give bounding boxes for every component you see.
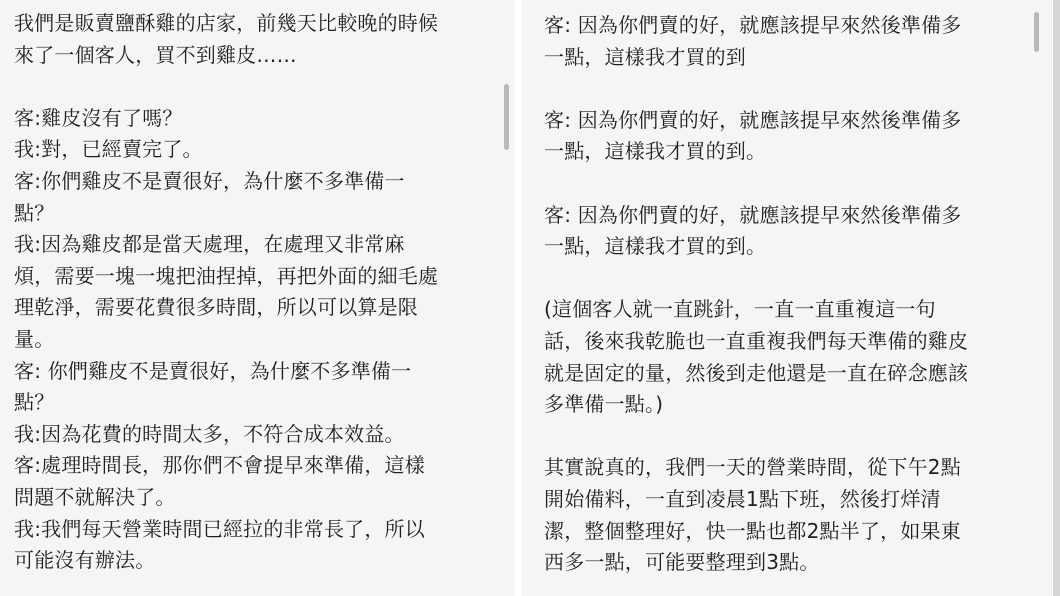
text-line: 量。	[14, 326, 55, 351]
text-line: 就是固定的量，然後到走他還是一直在碎念應該	[544, 360, 969, 385]
text-line: 客:你們雞皮不是賣很好，為什麼不多準備一	[14, 168, 405, 193]
text-line: 煩，需要一塊一塊把油捏掉，再把外面的細毛處	[14, 263, 439, 288]
left-text-panel	[0, 0, 516, 596]
text-line: 一點，這樣我才買的到。	[544, 234, 767, 259]
text-line: 我:對，已經賣完了。	[14, 137, 203, 162]
text-line: 西多一點，可能要整理到3點。	[544, 550, 820, 575]
blank-line	[544, 73, 1042, 105]
text-line: 可能沒有辦法。	[14, 548, 156, 573]
text-line: 我:我們每天營業時間已經拉的非常長了，所以	[14, 516, 425, 541]
blank-line	[14, 71, 505, 103]
blank-line	[544, 168, 1042, 200]
text-line: 來了一個客人，買不到雞皮……	[14, 42, 297, 67]
text-line: 我:因為花費的時間太多，不符合成本效益。	[14, 421, 405, 446]
window-edge	[1053, 0, 1060, 596]
text-line: 客:處理時間長，那你們不會提早來準備，這樣	[14, 453, 425, 478]
text-line: (這個客人就一直跳針，一直一直重複這一句	[544, 297, 936, 322]
text-line: 客: 你們雞皮不是賣很好，為什麼不多準備一	[14, 358, 412, 383]
text-line: 潔，整個整理好，快一點也都2點半了，如果東	[544, 518, 961, 543]
text-line: 其實說真的，我們一天的營業時間，從下午2點	[544, 455, 961, 480]
blank-line	[544, 421, 1042, 453]
text-line: 點？	[14, 200, 55, 225]
text-line: 話，後來我乾脆也一直重複我們每天準備的雞皮	[544, 328, 969, 353]
text-line: 客: 因為你們賣的好，就應該提早來然後準備多	[544, 13, 962, 37]
right-text-block	[544, 10, 1042, 579]
right-text-panel	[522, 0, 1052, 596]
panel-divider	[515, 0, 522, 596]
text-line: 我:因為雞皮都是當天處理，在處理又非常麻	[14, 232, 405, 257]
left-scrollbar-thumb[interactable]	[504, 84, 509, 150]
text-line: 我們是販賣鹽酥雞的店家，前幾天比較晚的時候	[14, 11, 439, 35]
text-line: 多準備一點。)	[544, 392, 664, 417]
blank-line	[544, 263, 1042, 295]
text-line: 點？	[14, 390, 55, 415]
text-line: 客:雞皮沒有了嗎？	[14, 105, 183, 130]
left-text-block	[14, 8, 505, 577]
text-line: 理乾淨，需要花費很多時間，所以可以算是限	[14, 295, 418, 320]
right-scrollbar-thumb[interactable]	[1034, 12, 1039, 52]
text-line: 開始備料，一直到凌晨1點下班，然後打烊清	[544, 486, 941, 511]
text-line: 問題不就解決了。	[14, 484, 176, 509]
text-line: 客: 因為你們賣的好，就應該提早來然後準備多	[544, 202, 962, 227]
text-line: 客: 因為你們賣的好，就應該提早來然後準備多	[544, 107, 962, 132]
text-line: 一點，這樣我才買的到。	[544, 139, 767, 164]
text-line: 一點，這樣我才買的到	[544, 44, 746, 69]
